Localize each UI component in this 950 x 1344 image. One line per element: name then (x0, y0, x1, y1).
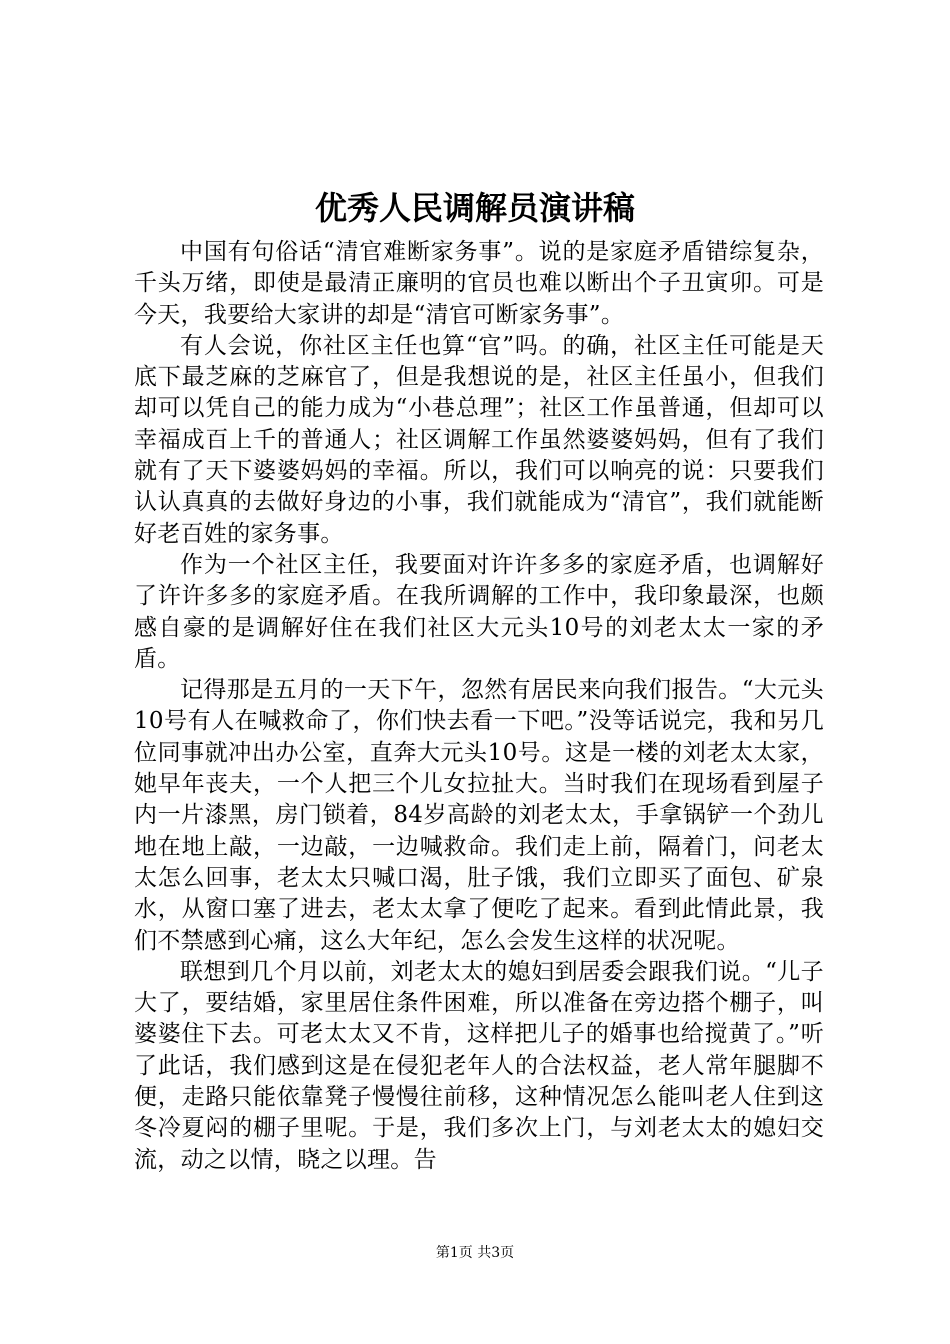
paragraph: 记得那是五月的一天下午，忽然有居民来向我们报告。“大元头10号有人在喊救命了，你们快去看一下吧。”没等话说完，我和另几位同事就冲出办公室，直奔大元头10号。这是一楼的刘老太太家，她早年丧夫，一个人把三个儿女拉扯大。当时我们在现场看到屋子内一片漆黑，房门锁着，84岁高龄的刘老太太，手拿锅铲一个劲儿地在地上敲，一边敲，一边喊救命。我们走上前，隔着门，问老太太怎么回事，老太太只喊口渴，肚子饿，我们立即买了面包、矿泉水，从窗口塞了进去，老太太拿了便吃了起来。看到此情此景，我们不禁感到心痛，这么大年纪，怎么会发生这样的状况呢。 (134, 677, 824, 954)
page-number-footer: 第1页 共3页 (435, 1245, 515, 1261)
paragraph: 中国有句俗话“清官难断家务事”。说的是家庭矛盾错综复杂，千头万绪，即使是最清正廉明的官员也难以断出个子丑寅卯。可是今天，我要给大家讲的却是“清官可断家务事”。 (134, 239, 824, 328)
paragraph: 联想到几个月以前，刘老太太的媳妇到居委会跟我们说。“儿子大了，要结婚，家里居住条件困难，所以准备在旁边搭个棚子，叫婆婆住下去。可老太太又不肯，这样把儿子的婚事也给搅黄了。”听了此话，我们感到这是在侵犯老年人的合法权益，老人常年腿脚不便，走路只能依靠凳子慢慢往前移，这种情况怎么能叫老人住到这冬冷夏闷的棚子里呢。于是，我们多次上门，与刘老太太的媳妇交流，动之以情，晓之以理。告 (134, 958, 824, 1173)
document-body (134, 237, 824, 1176)
paragraph: 有人会说，你社区主任也算“官”吗。的确，社区主任可能是天底下最芝麻的芝麻官了，但是我想说的是，社区主任虽小，但我们却可以凭自己的能力成为“小巷总理”；社区工作虽普通，但却可以幸福成百上千的普通人；社区调解工作虽然婆婆妈妈，但有了我们就有了天下婆婆妈妈的幸福。所以，我们可以响亮的说：只要我们认认真真的去做好身边的小事，我们就能成为“清官”，我们就能断好老百姓的家务事。 (134, 332, 824, 547)
paragraph: 作为一个社区主任，我要面对许许多多的家庭矛盾，也调解好了许许多多的家庭矛盾。在我所调解的工作中，我印象最深，也颇感自豪的是调解好住在我们社区大元头10号的刘老太太一家的矛盾。 (134, 551, 824, 672)
document-title: 优秀人民调解员演讲稿 (314, 189, 635, 227)
